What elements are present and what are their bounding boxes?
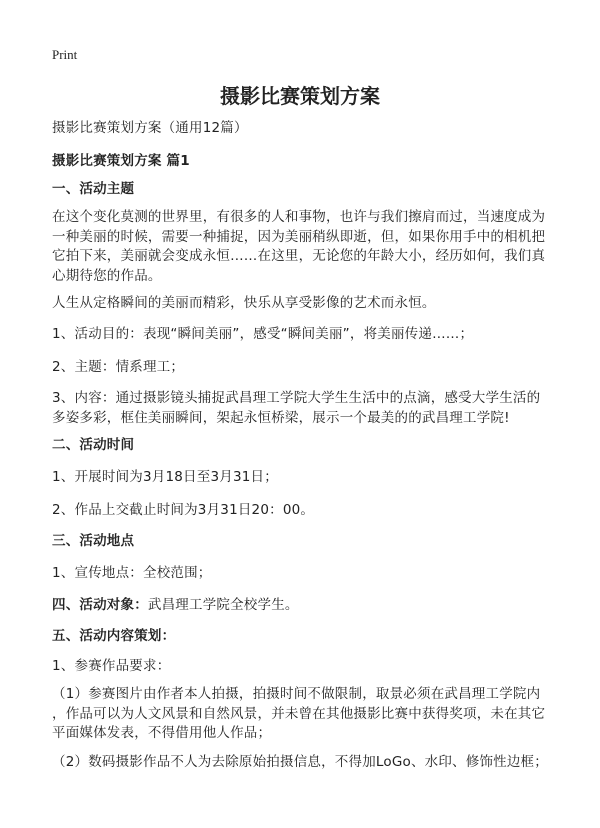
motto: 人生从定格瞬间的美丽而精彩，快乐从享受影像的艺术而永恒。 bbox=[52, 295, 436, 311]
heading-audience: 四、活动对象： bbox=[52, 597, 148, 613]
time-deadline: 2、作品上交截止时间为3月31日20：00。 bbox=[52, 502, 315, 518]
requirement-1-line: 平面媒体发表，不得借用他人作品； bbox=[52, 725, 272, 741]
print-link[interactable]: Print bbox=[52, 47, 78, 62]
target-audience bbox=[52, 596, 299, 616]
heading-place: 三、活动地点 bbox=[52, 533, 135, 549]
heading-time: 二、活动时间 bbox=[52, 437, 135, 453]
content-line: 3、内容：通过摄影镜头捕捉武昌理工学院大学生生活中的点滴，感受大学生活的 bbox=[52, 390, 541, 406]
audience-text: 武昌理工学院全校学生。 bbox=[147, 597, 299, 613]
intro-line: 它拍下来，美丽就会变成永恒……在这里，无论您的年龄大小，经历如何，我们真 bbox=[52, 248, 546, 264]
section-title: 摄影比赛策划方案 篇1 bbox=[52, 153, 190, 169]
heading-theme: 一、活动主题 bbox=[52, 181, 135, 197]
intro-line: 在这个变化莫测的世界里，有很多的人和事物，也许与我们擦肩而过，当速度成为 bbox=[52, 209, 546, 225]
intro-line: 心期待您的作品。 bbox=[52, 267, 162, 284]
subtitle: 摄影比赛策划方案（通用12篇） bbox=[52, 120, 248, 136]
theme: 2、主题：情系理工； bbox=[52, 359, 185, 375]
requirement-1-line: （1）参赛图片由作者本人拍摄，拍摄时间不做限制，取景必须在武昌理工学院内 bbox=[52, 686, 541, 702]
purpose: 1、活动目的：表现“瞬间美丽”，感受“瞬间美丽”，将美丽传递……； bbox=[52, 326, 474, 342]
place: 1、宣传地点：全校范围； bbox=[52, 565, 212, 581]
requirement-1-line: ，作品可以为人文风景和自然风景，并未曾在其他摄影比赛中获得奖项，未在其它 bbox=[52, 705, 546, 722]
requirement-2: （2）数码摄影作品不人为去除原始拍摄信息，不得加LoGo、水印、修饰性边框； bbox=[52, 754, 548, 770]
page-title: 摄影比赛策划方案 bbox=[220, 84, 380, 108]
intro-line: 一种美丽的时候，需要一种捕捉，因为美丽稍纵即逝，但，如果你用手中的相机把 bbox=[52, 228, 546, 245]
requirements: 1、参赛作品要求： bbox=[52, 658, 171, 674]
time-start: 1、开展时间为3月18日至3月31日； bbox=[52, 469, 278, 485]
content-line: 多姿多彩，框住美丽瞬间，架起永恒桥梁，展示一个最美的的武昌理工学院! bbox=[52, 409, 510, 426]
heading-content-plan: 五、活动内容策划： bbox=[52, 628, 176, 644]
